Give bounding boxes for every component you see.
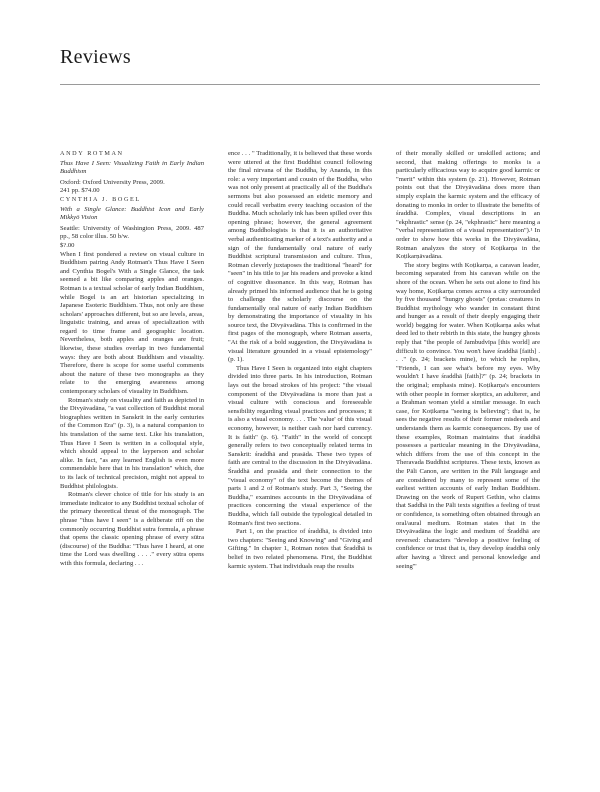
book-publisher: Seattle: University of Washington Press, 2009. 487 pp., 58 color illus. 50 b/w. <box>60 224 204 241</box>
book-entry-1 <box>60 150 204 196</box>
paragraph: When I first pondered a review on visual culture in Buddhism pairing Andy Rotman's Thus Have I Seen and Cynthia Bogel's With a Single Glance, the task seemed a bit like comparing apples and oranges. Rotman is a textual scholar of early Indian Buddhism, while Bogel is an art historian specializing in Japanese Esoteric Buddhism. Thus, not only are these scholars' approaches different, but so are levels, areas, linguistic training, and areas of specialization with regard to time frame and geographic location. Nevertheless, both apples and oranges are fruit; likewise, these studies overlap in two fundamental ways: they are both about Buddhism and visuality. Therefore, there is scope for some useful comments about the nature of these two monographs as they relate to the emerging awareness among contemporary scholars of visuality in Buddhism. <box>60 250 204 396</box>
column-1 <box>60 150 204 762</box>
book-author: CYNTHIA J. BOGEL <box>60 195 141 203</box>
column-2 <box>228 150 372 762</box>
column-3 <box>396 150 540 762</box>
book-details: 241 pp. $74.00 <box>60 187 100 195</box>
paragraph: Part 1, on the practice of śraddhā, is divided into two chapters: "Seeing and Knowing" and "Giving and Gifting." In chapter 1, Rotman notes that Śraddhā is belief in two related phenomena. First, the Buddhist karmic system. That individuals reap the results <box>228 528 372 570</box>
book-entry-2 <box>60 196 204 251</box>
header-rule <box>60 84 540 85</box>
book-details: $?.00 <box>60 241 75 249</box>
paragraph: Rotman's study on visuality and faith as depicted in the Divyāvadāna, "a vast collection of Buddhist moral biographies written in Sanskrit in the early centuries of the Common Era" (p. 3), is a natural companion to his translation of the same text. Like his translation, Thus Have I Seen is written in a colloquial style, which should appeal to the layperson and scholar alike. In fact, "as any learned English is even more commendable here that in his translation" which, due to its lack of technical precision, might not appeal to Buddhist philologists. <box>60 396 204 490</box>
paragraph: Thus Have I Seen is organized into eight chapters divided into three parts. In his introduction, Rotman lays out the broad strokes of his project: "the visual component of the Divyāvadāna is more than just a visual culture with conscious and foreseeable sensibility regarding visual practices and processes; it is also a visual economy. . . . The 'value' of this visual economy, however, is neither cash nor hard currency. It is faith" (p. 6). "Faith" in the world of concept generally refers to two conceptually related terms in Sanskrit: śraddhā and prasāda. These two types of faith are central to the discussion in the Divyāvadāna. Śraddhā and prasāda and their connection to the "visual economy" of the text become the themes of parts 1 and 2 of Rotman's study. Part 3, "Seeing the Buddha," examines accounts in the Divyāvadāna of practices concerning the visual experience of the Buddha, which fall outside the typological detailed in Rotman's first two sections. <box>228 364 372 527</box>
book-title: With a Single Glance: Buddhist Icon and Early Mikkyō Vision <box>60 205 204 222</box>
section-title: Reviews <box>60 46 131 68</box>
paragraph: The story begins with Koṭikarṇa, a caravan leader, becoming separated from his caravan while on the shore of the ocean. When he sets out alone to find his way home, Koṭikarṇa comes across a city surrounded by five thousand "hungry ghosts" (pretas: creatures in Buddhist mythology who wander in constant thirst and hunger as a result of their deeply engaging their world) begging for water. When Koṭikarṇa asks what deed led to their rebirth in this state, the hungry ghosts reply that "the people of Jambudvīpa [this world] are difficult to convince. You won't have śraddhā [faith] . . ." (p. 24; brackets mine), to which he replies, "Friends, I can see what's before my eyes. Why wouldn't I have śraddhā [faith]?" (p. 24; brackets in the original; emphasis mine). Koṭikarṇa's encounters with other people in former skeptics, an adulterer, and a Brahman woman yield a similar message. In each case, for Koṭikarṇa "seeing is believing"; that is, he sees the negative results of their former misdeeds and understands them as karmic consequences. By use of these examples, Rotman maintains that śraddhā possesses a particular meaning in the Divyāvadāna, which differs from the use of this concept in the Theravada Buddhist scriptures. These texts, known as the Pāli Canon, are written in the Pāli language and are considered by many to represent some of the earliest written accounts of early Indian Buddhism. Drawing on the work of Rupert Gethin, who claims that Saddhā in the Pāli texts signifies a feeling of trust or confidence, is something often obtained through an oral/aural medium. Rotman states that in the Divyāvadāna the logic and medium of Śraddhā are reversed: characters "develop a positive feeling of confidence or trust that is, they develop śraddhā only after having a 'direct and personal knowledge and seeing'" <box>396 261 540 570</box>
book-author: ANDY ROTMAN <box>60 150 124 157</box>
book-publisher: Oxford: Oxford University Press, 2009. <box>60 178 165 186</box>
paragraph: ence . . . " Traditionally, it is believed that these words were uttered at the first Buddhist council following the final nirvana of the Buddha, by Ananda, in this role: a very important and cousin of the Buddha, who was not only present at practically all of the Buddha's sermons but also possessed an eidetic memory and could recall verbatim every teaching occasion of the Buddha. Much scholarly ink has been spilled over this opening phrase; however, the general agreement among Buddhologists is that it is an authoritative verbal authenticating marker of a text's authority and a sign of the fundamentally oral nature of early Buddhist scriptural transmission and culture. Thus, Rotman cleverly juxtaposes the traditional "heard" for "seen" in his title to jar his readers and provoke a kind of cognitive dissonance. In this way, Rotman has already primed his informed audience that he is going to challenge the scholarly discourse on the fundamentally oral nature of early Indian Buddhism by demonstrating the importance of visuality in his source text, the Divyāvadāna. This is confirmed in the first pages of the monograph, where Rotman asserts, "At the risk of a bold suggestion, the Divyāvadāna is visual literature grounded in a visual epistemology" (p. 1). <box>228 150 372 364</box>
paragraph: of their morally skilled or unskilled actions; and second, that making offerings to monks is a particularly efficacious way to acquire good karmic or "merit" within this system (p. 21). However, Rotman points out that the Divyāvadāna does more than simply explain the karmic system and the efficacy of donating to monks in order to illustrate the benefits of śraddhā. Complex, visual descriptions in an "ekphrastic" sense (p. 24, "ekphrastic" here meaning a "verbal representation of a visual representation").¹ In order to show how this works in the Divyāvadāna, Rotman analyzes the story of Koṭikarṇa in the Koṭikarṇāvadāna. <box>396 150 540 261</box>
book-title: Thus Have I Seen: Visualizing Faith in Early Indian Buddhism <box>60 159 204 176</box>
paragraph: Rotman's clever choice of title for his study is an immediate indicator to any Buddhist textual scholar of the primary theoretical thrust of the monograph. The phrase "thus have I seen" is a deliberate riff on the commonly occurring Buddhist sutra formula, a phrase that opens the classic opening phrase of every sūtra (discourse) of the Buddha: "Thus have I heard, at one time the Lord was dwelling . . . ." every sūtra opens with this formula, declaring . . . <box>60 491 204 567</box>
